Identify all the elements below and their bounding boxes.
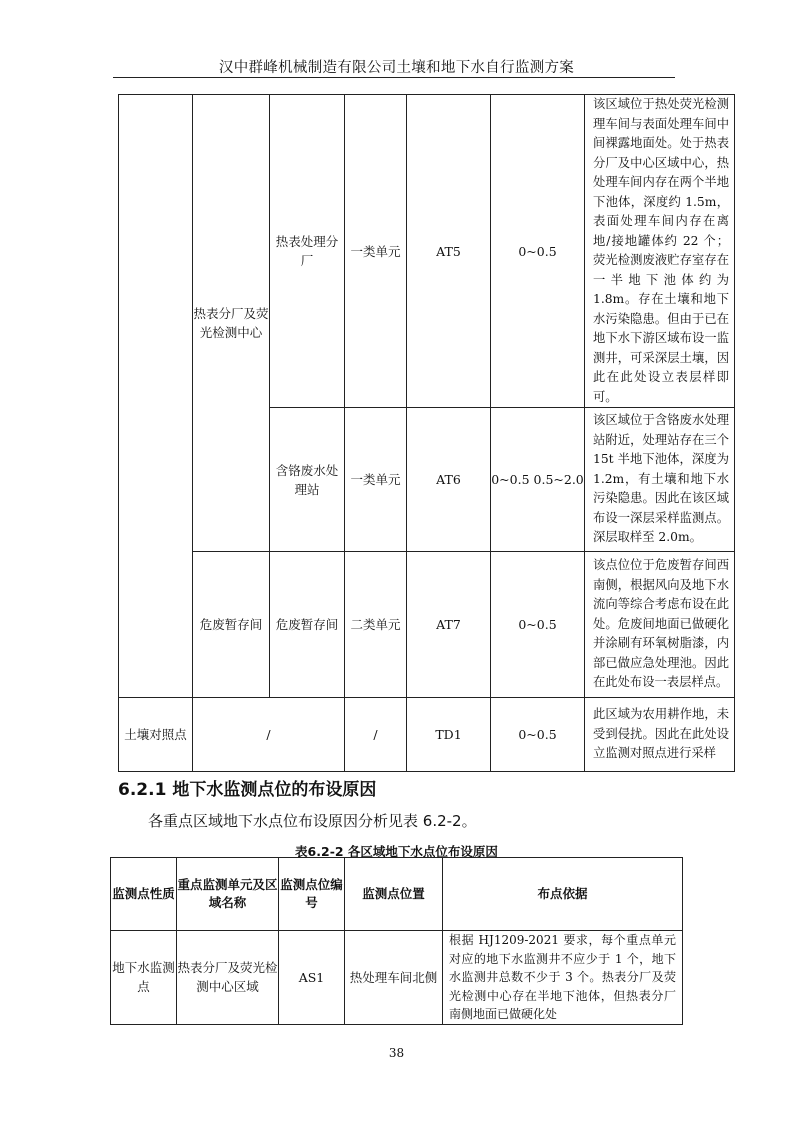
- facility-cell: 危废暂存间: [270, 552, 345, 698]
- code-cell: AT5: [407, 95, 491, 408]
- code-cell: AT6: [407, 408, 491, 552]
- column-header: 监测点性质: [111, 858, 177, 931]
- area-cell: 危废暂存间: [193, 552, 270, 698]
- page-header: 汉中群峰机械制造有限公司土壤和地下水自行监测方案: [218, 60, 575, 76]
- facility-cell: 热表处理分厂: [270, 95, 345, 408]
- code-cell: TD1: [407, 698, 491, 772]
- area-cell: 热表分厂及荧光检测中心区域: [177, 931, 279, 1025]
- facility-cell: /: [193, 698, 345, 772]
- note-cell: 该区域位于热处荧光检测理车间与表面处理车间中间裸露地面处。处于热表分厂及中心区域中心，热处理车间内存在两个半地下池体，深度约 1.5m，表面处理车间内存在离地/接地罐体约 22 个；荧光检测废液贮存室存在一半地下池体约为 1.8m。存在土壤和地下水污染隐患。但由于已在地下水下游区域布设一监测井，可采深层土壤，因此在此处设立表层样即可。: [585, 95, 735, 408]
- groundwater-table: [110, 857, 683, 1025]
- blank-cell: [119, 95, 193, 698]
- note-cell: 此区域为农用耕作地，未受到侵扰。因此在此处设立监测对照点进行采样: [585, 698, 735, 772]
- table-row: [111, 931, 683, 1025]
- soil-sampling-table: [118, 94, 735, 772]
- basis-cell: 根据 HJ1209-2021 要求，每个重点单元对应的地下水监测井不应少于 1 个，地下水监测井总数不少于 3 个。热表分厂及荧光检测中心存在半地下池体，但热表分厂南侧地面已做硬化处: [443, 931, 683, 1025]
- table-row: [119, 95, 735, 408]
- page-number: 38: [388, 1046, 405, 1060]
- header-rule: [113, 77, 675, 78]
- section-heading: 6.2.1 地下水监测点位的布设原因: [118, 780, 377, 800]
- column-header: 布点依据: [443, 858, 683, 931]
- table-row: [119, 698, 735, 772]
- facility-cell: 含铬废水处理站: [270, 408, 345, 552]
- code-cell: AS1: [279, 931, 345, 1025]
- class-cell: 一类单元: [345, 95, 407, 408]
- depth-cell: 0~0.5: [491, 698, 585, 772]
- depth-cell: 0~0.5: [491, 95, 585, 408]
- class-cell: 二类单元: [345, 552, 407, 698]
- column-header: 监测点位置: [345, 858, 443, 931]
- table-header-row: [111, 858, 683, 931]
- table-row: [119, 552, 735, 698]
- depth-cell: 0~0.5: [491, 552, 585, 698]
- area-cell: 土壤对照点: [119, 698, 193, 772]
- type-cell: 地下水监测点: [111, 931, 177, 1025]
- note-cell: 该点位位于危废暂存间西南侧，根据风向及地下水流向等综合考虑布设在此处。危废间地面已做硬化并涂刷有环氧树脂漆，内部已做应急处理池。因此在此处布设一表层样点。: [585, 552, 735, 698]
- area-cell: 热表分厂及荧光检测中心: [193, 95, 270, 552]
- class-cell: 一类单元: [345, 408, 407, 552]
- note-cell: 该区域位于含铬废水处理站附近，处理站存在三个 15t 半地下池体，深度为 1.2m，有土壤和地下水污染隐患。因此在该区域布设一深层采样监测点。深层取样至 2.0m。: [585, 408, 735, 552]
- column-header: 监测点位编号: [279, 858, 345, 931]
- class-cell: /: [345, 698, 407, 772]
- table-caption: 表6.2-2 各区域地下水点位布设原因: [295, 844, 498, 859]
- location-cell: 热处理车间北侧: [345, 931, 443, 1025]
- depth-cell: 0~0.5 0.5~2.0: [491, 408, 585, 552]
- body-paragraph: 各重点区域地下水点位布设原因分析见表 6.2-2。: [148, 812, 477, 830]
- code-cell: AT7: [407, 552, 491, 698]
- column-header: 重点监测单元及区域名称: [177, 858, 279, 931]
